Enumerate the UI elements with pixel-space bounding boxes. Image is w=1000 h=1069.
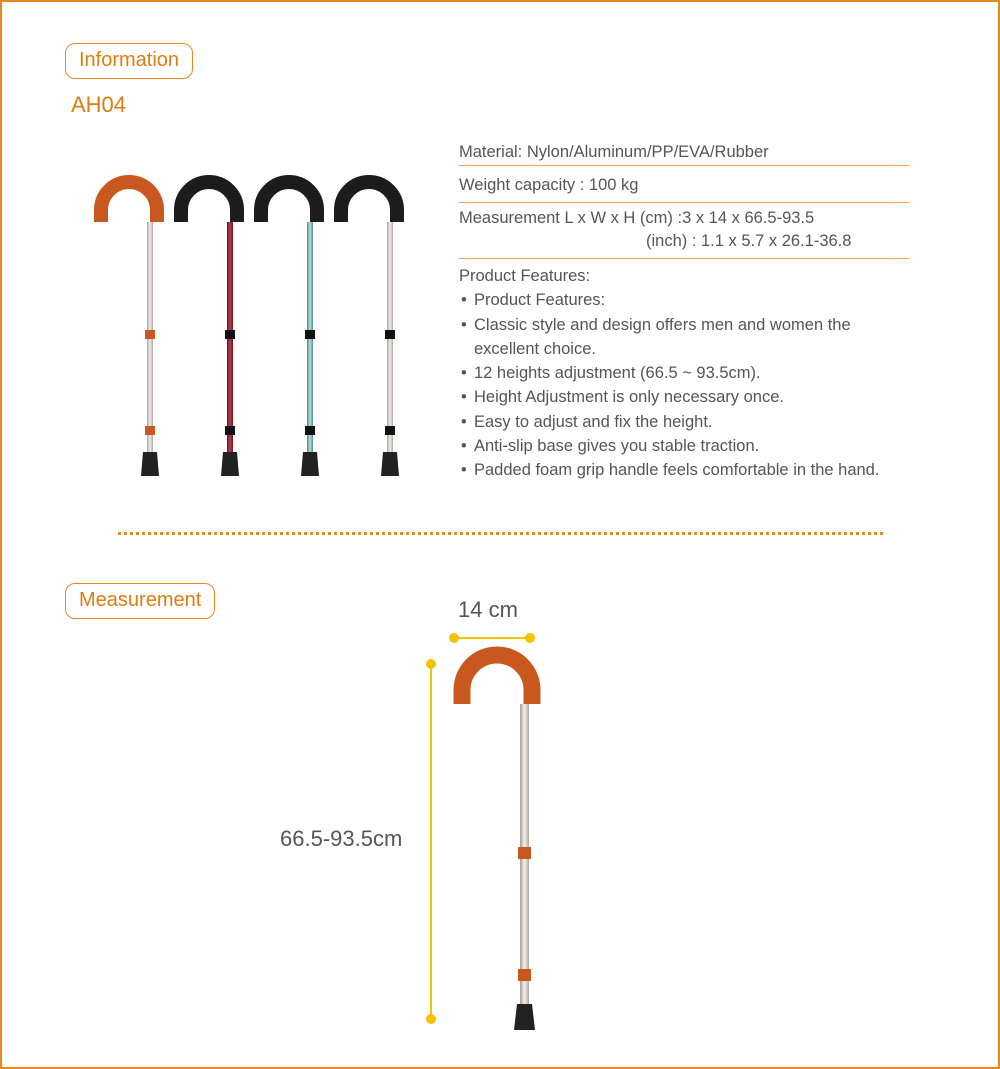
feature-item: • Anti-slip base gives you stable traction. <box>459 434 939 458</box>
feature-item: • Product Features: <box>459 288 939 312</box>
width-label: 14 cm <box>458 597 518 622</box>
model-number: AH04 <box>71 92 127 117</box>
measurement-heading: Measurement <box>65 583 215 619</box>
information-heading: Information <box>65 43 193 79</box>
spec-measurement-cm: Measurement L x W x H (cm) :3 x 14 x 66.5-93.5 <box>459 209 815 227</box>
feature-item: • Height Adjustment is only necessary once. <box>459 385 939 409</box>
spec-material: Material: Nylon/Aluminum/PP/EVA/Rubber <box>459 141 909 166</box>
height-dimension-line <box>426 659 436 1024</box>
features-heading: Product Features: <box>459 267 591 285</box>
spec-weight: Weight capacity : 100 kg <box>459 174 909 203</box>
feature-item: • Classic style and design offers men and women the excellent choice. <box>459 313 899 362</box>
height-label: 66.5-93.5cm <box>280 826 403 851</box>
feature-item: • Easy to adjust and fix the height. <box>459 410 939 434</box>
feature-item: • Padded foam grip handle feels comfortable in the hand. <box>459 458 939 482</box>
spec-measurement-inch: (inch) : 1.1 x 5.7 x 26.1-36.8 <box>646 232 852 250</box>
feature-item: • 12 heights adjustment (66.5 ~ 93.5cm). <box>459 361 939 385</box>
cane-large-image <box>450 650 550 1030</box>
width-dimension-line <box>449 633 535 643</box>
